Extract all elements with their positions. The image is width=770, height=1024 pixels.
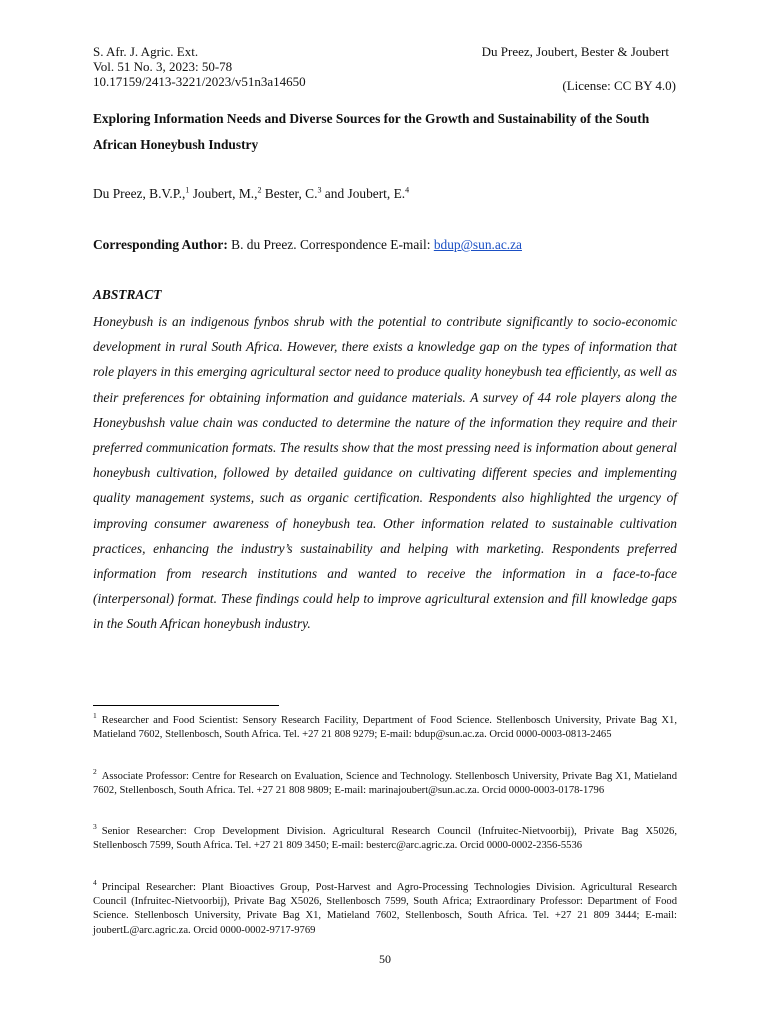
footnote-number: 2 <box>93 767 97 777</box>
running-authors: Du Preez, Joubert, Bester & Joubert <box>481 44 669 59</box>
footnote-divider <box>93 705 279 706</box>
abstract-heading: ABSTRACT <box>93 287 162 302</box>
footnote-number: 3 <box>93 822 97 832</box>
author-affiliation-mark: 2 <box>257 185 262 195</box>
author-affiliation-mark: 4 <box>405 185 410 195</box>
author-name: Joubert, M., <box>189 186 258 201</box>
footnote-2 <box>93 767 677 798</box>
footnote-number: 4 <box>93 878 97 888</box>
footnote-4 <box>93 878 677 938</box>
author-affiliation-mark: 3 <box>317 185 322 195</box>
footnote-text: Principal Researcher: Plant Bioactives Group, Post-Harvest and Agro-Processing Technologies Division. Agricultural Research Council (Infruitec-Nietvoorbij), Private Bag X5026, Stellenbosch 7599, South Africa; Extraordinary Professor: Department of Food Science. Stellenbosch University, Private Bag X1, Matieland 7602, Stellenbosch, South Africa. Tel. +27 21 809 3444; E-mail: joubertL@arc.agric.za. Orcid 0000-0002-9717-9769 <box>93 882 677 936</box>
footnote-text: Senior Researcher: Crop Development Division. Agricultural Research Council (Infruitec-Nietvoorbij), Private Bag X5026, Stellenbosch 7599, South Africa. Tel. +27 21 809 3450; E-mail: besterc@arc.agric.za. Orcid 0000-0002-2356-5536 <box>93 826 677 852</box>
footnote-text: Researcher and Food Scientist: Sensory Research Facility, Department of Food Science. Stellenbosch University, Private Bag X1, Matieland 7602, Stellenbosch, South Africa. Tel. +27 21 808 9279; E-mail: bdup@sun.ac.za. Orcid 0000-0003-0813-2465 <box>93 715 677 741</box>
author-name: Bester, C. <box>261 186 318 201</box>
footnote-number: 1 <box>93 711 97 721</box>
paper-title: Exploring Information Needs and Diverse Sources for the Growth and Sustainability of the South African Honeybush Industry <box>93 111 650 152</box>
corresponding-label: Corresponding Author: <box>93 237 228 252</box>
journal-doi: 10.17159/2413-3221/2023/v51n3a14650 <box>93 74 306 89</box>
journal-volume: Vol. 51 No. 3, 2023: 50-78 <box>93 59 233 74</box>
author-list <box>93 185 409 203</box>
abstract-body: Honeybush is an indigenous fynbos shrub with the potential to contribute significantly to socio-economic development in rural South Africa. However, there exists a knowledge gap on the types of information that role players in this emerging agricultural sector need to produce quality honeybush tea efficiently, as well as their preferences for obtaining information and guidance materials. A survey of 44 role players along the Honeybushsh value chain was conducted to determine the nature of the information they require and their preferred communication formats. The results show that the most pressing need is information about general honeybush cultivation, followed by detailed guidance on cultivating different species and implementing quality management systems, such as organic certification. Respondents also highlighted the urgency of improving consumer awareness of honeybush tea. Other information related to sustainable cultivation practices, enhancing the industry’s sustainability and helping with marketing. Respondents preferred information from research institutions and wanted to receive the information in a face-to-face (interpersonal) format. These findings could help to improve agricultural extension and fill knowledge gaps in the South African honeybush industry. <box>93 314 677 632</box>
corresponding-text: B. du Preez. Correspondence E-mail: <box>227 237 434 252</box>
email-link[interactable]: bdup@sun.ac.za <box>433 237 522 252</box>
author-name: and Joubert, E. <box>321 186 406 201</box>
author-name: Du Preez, B.V.P., <box>93 186 186 201</box>
page-number: 50 <box>379 952 391 966</box>
journal-name: S. Afr. J. Agric. Ext. <box>93 44 199 59</box>
corresponding-author <box>93 236 522 254</box>
footnote-1 <box>93 711 677 742</box>
license-label: (License: CC BY 4.0) <box>562 78 676 93</box>
footnote-3 <box>93 822 677 853</box>
author-affiliation-mark: 1 <box>185 185 190 195</box>
journal-header <box>93 44 306 89</box>
footnote-text: Associate Professor: Centre for Research on Evaluation, Science and Technology. Stellenbosch University, Private Bag X1, Matieland 7602, Stellenbosch, South Africa. Tel. +27 21 808 9809; E-mail: marinajoubert@sun.ac.za. Orcid 0000-0003-0178-1796 <box>93 771 677 797</box>
